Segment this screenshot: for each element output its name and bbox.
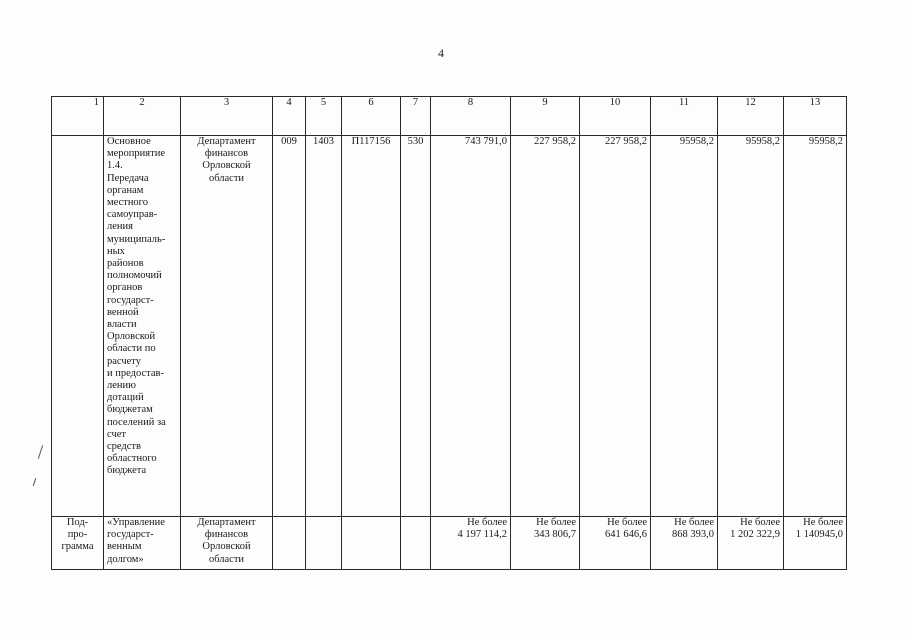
amount-cell: 95958,2: [784, 136, 847, 517]
executor-cell: Департамент финансов Орловской области: [181, 136, 273, 517]
header-cell: 13: [784, 97, 847, 136]
header-cell: 2: [104, 97, 181, 136]
amount-cell: 95958,2: [718, 136, 784, 517]
amount-cell: Не более 343 806,7: [511, 517, 580, 570]
amount-cell: 227 958,2: [580, 136, 651, 517]
header-cell: 12: [718, 97, 784, 136]
scan-artifact-mark: [38, 445, 43, 459]
scan-artifact-mark: [33, 478, 36, 486]
amount-cell: 227 958,2: [511, 136, 580, 517]
amount-cell: Не более 641 646,6: [580, 517, 651, 570]
table-row: [52, 136, 847, 517]
header-cell: 9: [511, 97, 580, 136]
header-cell: 4: [273, 97, 306, 136]
budget-table: [51, 96, 847, 570]
amount-cell: Не более 4 197 114,2: [431, 517, 511, 570]
code-cell: 1403: [306, 136, 342, 517]
measure-name-cell: «Управление государст- венным долгом»: [104, 517, 181, 570]
header-cell: 1: [52, 97, 104, 136]
row-type-cell: Под- про- грамма: [52, 517, 104, 570]
header-cell: 8: [431, 97, 511, 136]
amount-cell: Не более 868 393,0: [651, 517, 718, 570]
code-cell: [401, 517, 431, 570]
measure-name-cell: Основное мероприятие 1.4. Передача органам местного самоуправ- ления муниципаль- ных районов полномочий органов государст- венной власти Орловской области по расчету и предостав- лению дотаций бюджетам поселений за счет средств областного бюджета: [104, 136, 181, 517]
code-cell: 530: [401, 136, 431, 517]
header-cell: 10: [580, 97, 651, 136]
header-cell: 3: [181, 97, 273, 136]
code-cell: П117156: [342, 136, 401, 517]
header-cell: 6: [342, 97, 401, 136]
amount-cell: 743 791,0: [431, 136, 511, 517]
header-cell: 5: [306, 97, 342, 136]
header-row: [52, 97, 847, 136]
row-type-cell: [52, 136, 104, 517]
table-row: [52, 517, 847, 570]
amount-cell: Не более 1 202 322,9: [718, 517, 784, 570]
header-cell: 7: [401, 97, 431, 136]
amount-cell: Не более 1 140945,0: [784, 517, 847, 570]
code-cell: 009: [273, 136, 306, 517]
executor-cell: Департамент финансов Орловской области: [181, 517, 273, 570]
code-cell: [342, 517, 401, 570]
page-number: 4: [438, 46, 444, 60]
code-cell: [306, 517, 342, 570]
code-cell: [273, 517, 306, 570]
header-cell: 11: [651, 97, 718, 136]
amount-cell: 95958,2: [651, 136, 718, 517]
